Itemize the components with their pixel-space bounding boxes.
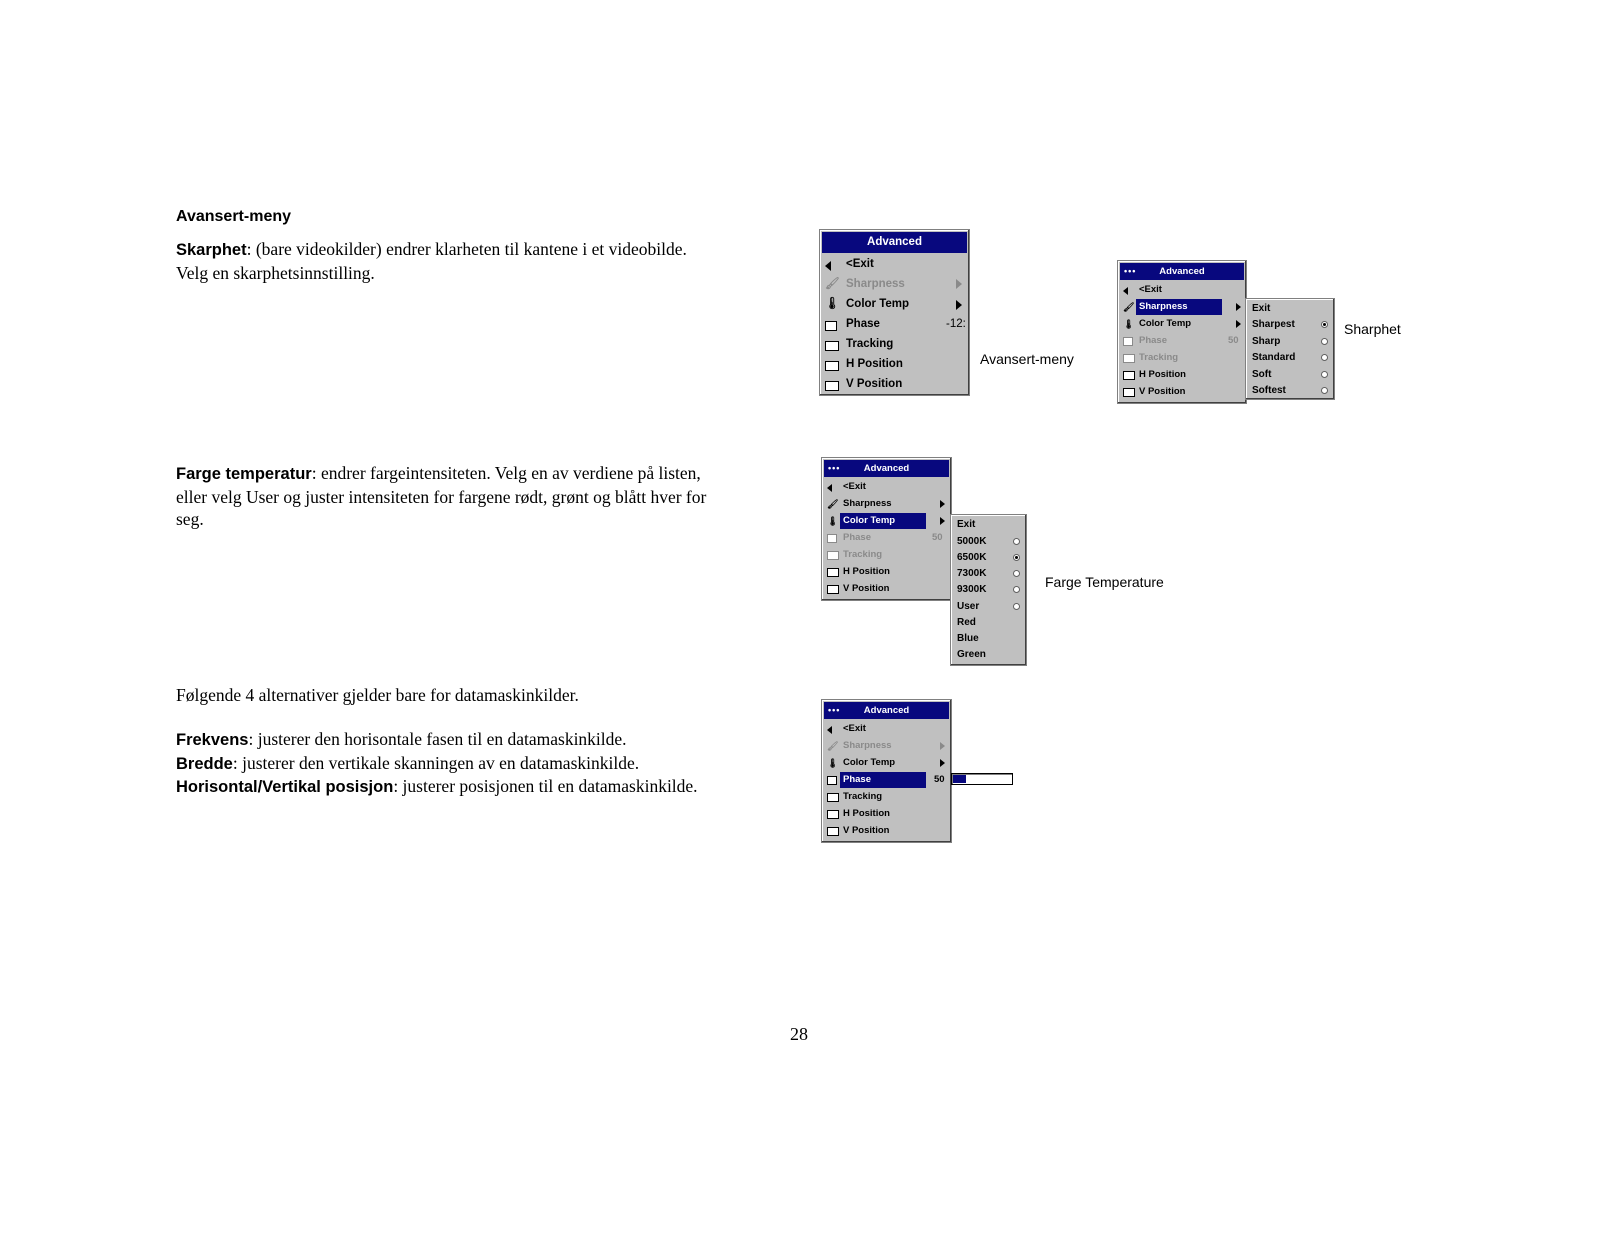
submenu-color-red[interactable]: Red: [957, 617, 976, 628]
v-position-icon: [1123, 387, 1135, 403]
menu-title: [824, 460, 949, 477]
menu-item-v-position[interactable]: [822, 375, 967, 394]
position-text: : justerer posisjonen til en datamaskinkilde.: [393, 776, 698, 796]
radio-icon: [1013, 586, 1020, 593]
menu-item-color-temp[interactable]: [824, 755, 949, 771]
menu-item-color-temp[interactable]: [1120, 316, 1244, 332]
radio-icon: [1321, 354, 1328, 361]
menu-item-label: H Position: [846, 358, 903, 370]
menu-item-h-position[interactable]: [1120, 367, 1244, 383]
submenu-option-sharp[interactable]: [1252, 334, 1330, 349]
v-position-icon: [825, 379, 839, 398]
dots-icon: •••: [1124, 266, 1137, 276]
brush-icon: 🖌︎: [825, 278, 840, 290]
submenu-exit[interactable]: Exit: [957, 519, 976, 530]
menu-item-label: H Position: [843, 808, 890, 819]
submenu-option-9300k[interactable]: [957, 582, 1022, 598]
menu-item-label: Phase: [840, 772, 926, 788]
menu-item-tracking[interactable]: [1120, 350, 1244, 366]
option-label: 7300K: [957, 568, 987, 579]
menu-item-label: <Exit: [1139, 284, 1162, 295]
caption-sharpness: Sharphet: [1344, 321, 1401, 337]
thermometer-icon: 🌡︎: [827, 516, 839, 526]
option-label: 9300K: [957, 584, 987, 595]
option-label: User: [957, 601, 980, 612]
menu-item-v-position[interactable]: [1120, 384, 1244, 400]
menu-item-phase[interactable]: [824, 772, 949, 788]
thermometer-icon: 🌡︎: [825, 298, 840, 310]
chevron-right-icon: [940, 517, 945, 525]
option-label: Softest: [1252, 385, 1286, 396]
menu-title-text: Advanced: [863, 705, 910, 716]
menu-item-sharpness[interactable]: [824, 496, 949, 512]
menu-item-h-position[interactable]: [824, 564, 949, 580]
dots-icon: •••: [828, 705, 841, 715]
color-temp-submenu: [950, 514, 1027, 666]
radio-icon: [1321, 371, 1328, 378]
menu-item-v-position[interactable]: [824, 581, 949, 597]
menu-item-label: Color Temp: [846, 298, 910, 310]
color-temp-term: Farge temperatur: [176, 465, 312, 483]
menu-item-label: Tracking: [846, 338, 894, 350]
phase-value: -12:: [946, 318, 966, 330]
menu-item-label: V Position: [843, 583, 890, 594]
frequency-text: : justerer den horisontale fasen til en datamaskinkilde.: [248, 729, 627, 749]
menu-title: Advanced: [822, 232, 967, 253]
menu-item-phase[interactable]: [1120, 333, 1244, 349]
sharpness-paragraph: [176, 238, 796, 284]
menu-item-v-position[interactable]: [824, 823, 949, 839]
menu-item-label: Sharpness: [846, 278, 905, 290]
submenu-option-7300k[interactable]: [957, 566, 1022, 582]
position-term: Horisontal/Vertikal posisjon: [176, 778, 394, 796]
menu-item-phase[interactable]: [824, 530, 949, 546]
menu-item-h-position[interactable]: [822, 355, 967, 374]
chevron-right-icon: [940, 500, 945, 508]
menu-item-sharpness[interactable]: [824, 738, 949, 754]
thermometer-icon: 🌡︎: [1123, 319, 1135, 329]
menu-item-label: V Position: [1139, 386, 1186, 397]
page-number: 28: [790, 1024, 808, 1044]
submenu-exit[interactable]: Exit: [1252, 303, 1271, 314]
v-position-icon: [827, 826, 839, 842]
color-temp-text-2: eller velg User og juster intensiteten for fargene rødt, grønt og blått hver for: [176, 486, 707, 507]
option-label: 6500K: [957, 552, 987, 563]
menu-item-label: Sharpness: [1136, 299, 1222, 315]
menu-item-h-position[interactable]: [824, 806, 949, 822]
menu-item-tracking[interactable]: [824, 547, 949, 563]
submenu-option-6500k[interactable]: [957, 550, 1022, 566]
menu-title: [824, 702, 949, 719]
color-temp-text-1: : endrer fargeintensiteten. Velg en av verdiene på listen,: [311, 463, 701, 483]
phase-value: 50: [1228, 335, 1239, 346]
menu-item-label: Sharpness: [843, 740, 892, 751]
menu-item-label: Color Temp: [840, 513, 926, 529]
menu-item-label: <Exit: [843, 481, 866, 492]
dots-icon: •••: [828, 463, 841, 473]
menu-item-label: Phase: [843, 532, 871, 543]
advanced-menu-4: [821, 699, 952, 843]
menu-item-color-temp[interactable]: [822, 295, 967, 314]
menu-item-label: Tracking: [1139, 352, 1179, 363]
submenu-color-green[interactable]: Green: [957, 649, 986, 660]
sharpness-submenu: [1245, 298, 1335, 400]
menu-item-exit[interactable]: [824, 721, 949, 737]
option-label: Sharpest: [1252, 319, 1295, 330]
chevron-right-icon: [940, 759, 945, 767]
thermometer-icon: 🌡︎: [827, 758, 839, 768]
menu-item-sharpness[interactable]: [822, 275, 967, 294]
option-label: Soft: [1252, 369, 1272, 380]
phase-value: 50: [932, 532, 943, 543]
menu-item-label: <Exit: [843, 723, 866, 734]
advanced-menu-3: [821, 457, 952, 601]
menu-item-label: H Position: [1139, 369, 1186, 380]
radio-icon: [1321, 387, 1328, 394]
color-temp-text-3: seg.: [176, 509, 204, 529]
menu-item-label: Phase: [846, 318, 880, 330]
menu-item-exit[interactable]: [822, 255, 967, 274]
menu-item-label: Tracking: [843, 791, 883, 802]
caption-color-temperature: Farge Temperature: [1045, 574, 1164, 590]
chevron-right-icon: [956, 300, 962, 310]
menu-item-exit[interactable]: [1120, 282, 1244, 298]
menu-item-label: H Position: [843, 566, 890, 577]
advanced-menu-2: [1117, 260, 1247, 404]
submenu-option-5000k[interactable]: [957, 534, 1022, 550]
chevron-right-icon: [1236, 303, 1241, 311]
option-label: Standard: [1252, 352, 1296, 363]
phase-slider[interactable]: [951, 773, 1013, 785]
chevron-right-icon: [1236, 320, 1241, 328]
menu-item-label: V Position: [846, 378, 903, 390]
menu-title-text: Advanced: [1159, 266, 1205, 277]
chevron-right-icon: [940, 742, 945, 750]
width-text: : justerer den vertikale skanningen av en datamaskinkilde.: [232, 752, 640, 773]
phase-value: 50: [934, 774, 945, 785]
caption-advanced-menu: Avansert-meny: [980, 351, 1074, 367]
chevron-right-icon: [956, 279, 962, 289]
advanced-menu-1: [819, 229, 970, 396]
menu-item-label: Tracking: [843, 549, 883, 560]
color-temp-paragraph: [176, 462, 796, 531]
submenu-option-user[interactable]: [957, 599, 1022, 615]
menu-title: [1120, 263, 1244, 280]
menu-item-label: Color Temp: [1139, 318, 1192, 329]
width-term: Bredde: [176, 754, 233, 773]
submenu-option-sharpest[interactable]: [1252, 317, 1330, 332]
option-label: 5000K: [957, 536, 987, 547]
radio-icon: [1013, 538, 1020, 545]
menu-item-phase[interactable]: [822, 315, 967, 334]
sharpness-term: Skarphet: [176, 241, 247, 259]
menu-item-label: <Exit: [846, 258, 874, 270]
frequency-term: Frekvens: [176, 731, 249, 749]
menu-item-label: Phase: [1139, 335, 1167, 346]
radio-icon: [1013, 570, 1020, 577]
computer-only-note: Følgende 4 alternativer gjelder bare for datamaskinkilder.: [176, 685, 579, 705]
radio-icon: [1013, 603, 1020, 610]
menu-item-tracking[interactable]: [824, 789, 949, 805]
radio-icon: [1321, 338, 1328, 345]
section-title: Avansert-meny: [176, 208, 292, 225]
menu-item-label: V Position: [843, 825, 890, 836]
menu-item-sharpness[interactable]: [1120, 299, 1244, 315]
brush-icon: 🖌︎: [827, 741, 839, 751]
option-label: Sharp: [1252, 336, 1281, 347]
menu-item-tracking[interactable]: [822, 335, 967, 354]
submenu-option-soft[interactable]: [1252, 367, 1330, 382]
radio-selected-icon: [1013, 554, 1020, 561]
brush-icon: 🖌︎: [827, 499, 839, 509]
submenu-color-blue[interactable]: Blue: [957, 633, 979, 644]
menu-item-color-temp[interactable]: [824, 513, 949, 529]
computer-options-paragraph: [176, 728, 796, 799]
v-position-icon: [827, 584, 839, 600]
brush-icon: 🖌︎: [1123, 302, 1135, 312]
submenu-option-standard[interactable]: [1252, 350, 1330, 365]
menu-title-text: Advanced: [863, 463, 910, 474]
sharpness-text-1: : (bare videokilder) endrer klarheten til kantene i et videobilde.: [246, 239, 687, 259]
sharpness-text-2: Velg en skarphetsinnstilling.: [176, 262, 375, 283]
menu-item-label: Color Temp: [843, 757, 896, 768]
menu-item-exit[interactable]: [824, 479, 949, 495]
phase-slider-fill: [953, 775, 966, 783]
radio-selected-icon: [1321, 321, 1328, 328]
submenu-option-softest[interactable]: [1252, 383, 1330, 398]
menu-item-label: Sharpness: [843, 498, 892, 509]
